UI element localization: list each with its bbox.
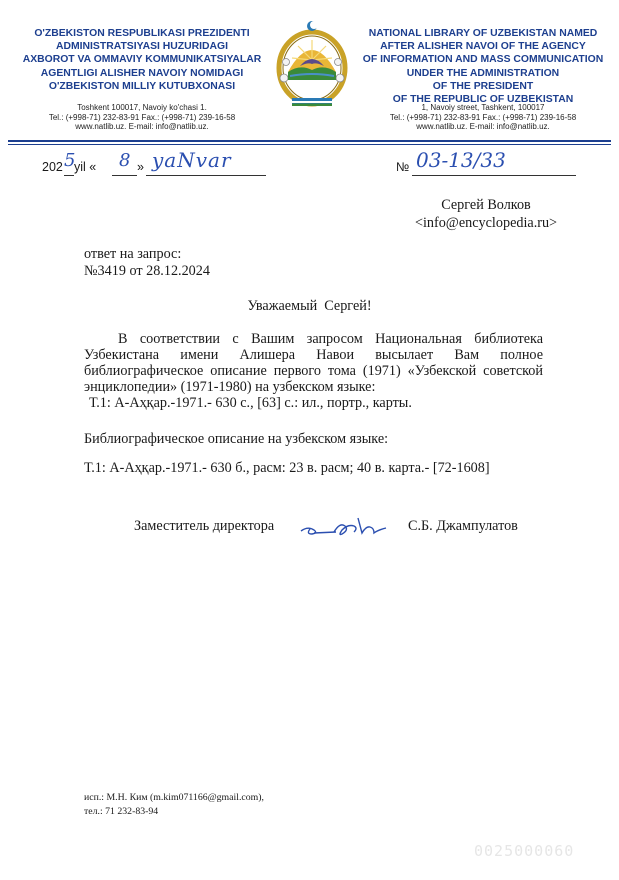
- header-right-line: OF INFORMATION AND MASS COMMUNICATION: [362, 54, 604, 66]
- month-handwritten: yaNvar: [152, 148, 232, 172]
- bibliographic-entry: Т.1: А-Аҳқар.-1971.- 630 с., [63] с.: ил., портр., карты.: [89, 395, 412, 411]
- signatory-name: С.Б. Джампулатов: [408, 518, 518, 534]
- header-right-line: NATIONAL LIBRARY OF UZBEKISTAN NAMED: [368, 28, 598, 39]
- paragraph-line: В соответствии с Вашим запросом Национальная библиотека: [118, 331, 543, 347]
- paragraph-line: Узбекистана имени Алишера Навои высылает Вам полное: [84, 347, 543, 363]
- outgoing-number: [396, 150, 576, 178]
- reference-line: №3419 от 28.12.2024: [84, 263, 210, 279]
- year-prefix: 202: [42, 160, 63, 174]
- header-right-line: OF THE REPUBLIC OF UZBEKISTAN: [392, 94, 574, 106]
- header-right-line: OF THE PRESIDENT: [432, 80, 534, 92]
- reference: [84, 246, 210, 280]
- number-label: №: [396, 160, 410, 174]
- serial-number: 0025000060: [474, 842, 575, 860]
- close-quote: »: [137, 160, 144, 174]
- footer-executor: [84, 791, 264, 818]
- uzbek-heading: Библиографическое описание на узбекском языке:: [84, 431, 389, 447]
- recipient-name: Сергей Волков: [441, 197, 531, 213]
- header-left-org: [8, 27, 276, 93]
- recipient-email[interactable]: <info@encyclopedia.ru>: [414, 215, 558, 231]
- paragraph-line: библиографическое описание первого тома (1971) «Узбекской советской: [84, 363, 543, 379]
- executor-line: исп.: М.Н. Ким (m.kim071166@gmail.com),: [84, 792, 264, 803]
- header-right-line: AFTER ALISHER NAVOI OF THE AGENCY: [380, 41, 586, 53]
- letter-paragraph: [84, 331, 543, 411]
- svg-text:★: ★: [310, 24, 315, 30]
- address-line: Tel.: (+998-71) 232-83-91 Fax.: (+998-71) 239-16-58: [389, 112, 577, 122]
- address-line: Toshkent 100017, Navoiy ko'chasi 1.: [77, 103, 207, 112]
- address-line: www.natlib.uz. E-mail: info@natlib.uz.: [75, 122, 209, 132]
- header-left-line: O'ZBEKISTON RESPUBLIKASI PREZIDENTI: [34, 28, 250, 39]
- header-left-line: AGENTLIGI ALISHER NAVOIY NOMIDAGI: [40, 67, 244, 79]
- header-right-org: [352, 27, 614, 106]
- day-handwritten: 8: [119, 150, 131, 171]
- greeting: Уважаемый Сергей!: [247, 298, 372, 314]
- number-handwritten: 03-13/33: [416, 148, 506, 172]
- header-left-address: [8, 103, 276, 132]
- address-line: 1, Navoiy street, Tashkent, 100017: [421, 103, 545, 112]
- header-left-line: ADMINISTRATSIYASI HUZURIDAGI: [55, 41, 229, 53]
- paragraph-last-line: энциклопедии» (1971-1980) на узбекском языке:: [84, 379, 376, 395]
- yil-label: yil «: [74, 160, 97, 174]
- header-right-address: [352, 103, 614, 132]
- address-line: www.natlib.uz. E-mail: info@natlib.uz.: [416, 122, 550, 132]
- recipient: [376, 196, 596, 232]
- reference-line: ответ на запрос:: [84, 246, 182, 262]
- executor-phone: тел.: 71 232-83-94: [84, 805, 159, 817]
- header-left-line: AXBOROT VA OMMAVIY KOMMUNIKATSIYALAR: [22, 54, 262, 66]
- state-emblem-icon: [276, 16, 348, 110]
- header-right-line: UNDER THE ADMINISTRATION: [406, 67, 560, 79]
- header-rule-thick: [8, 140, 611, 142]
- year-digit: 5: [64, 150, 76, 171]
- address-line: Tel.: (+998-71) 232-83-91 Fax.: (+998-71) 239-16-58: [48, 112, 236, 122]
- dateline: [42, 150, 267, 178]
- signature-title: Заместитель директора: [134, 518, 275, 534]
- header-rule-thin: [8, 144, 611, 145]
- signature-icon: [298, 514, 390, 538]
- uzbek-entry: Т.1: А-Аҳқар.-1971.- 630 б., расм: 23 в. расм; 40 в. карта.- [72-1608]: [84, 460, 490, 476]
- header-left-line: O'ZBEKISTON MILLIY KUTUBXONASI: [48, 80, 236, 92]
